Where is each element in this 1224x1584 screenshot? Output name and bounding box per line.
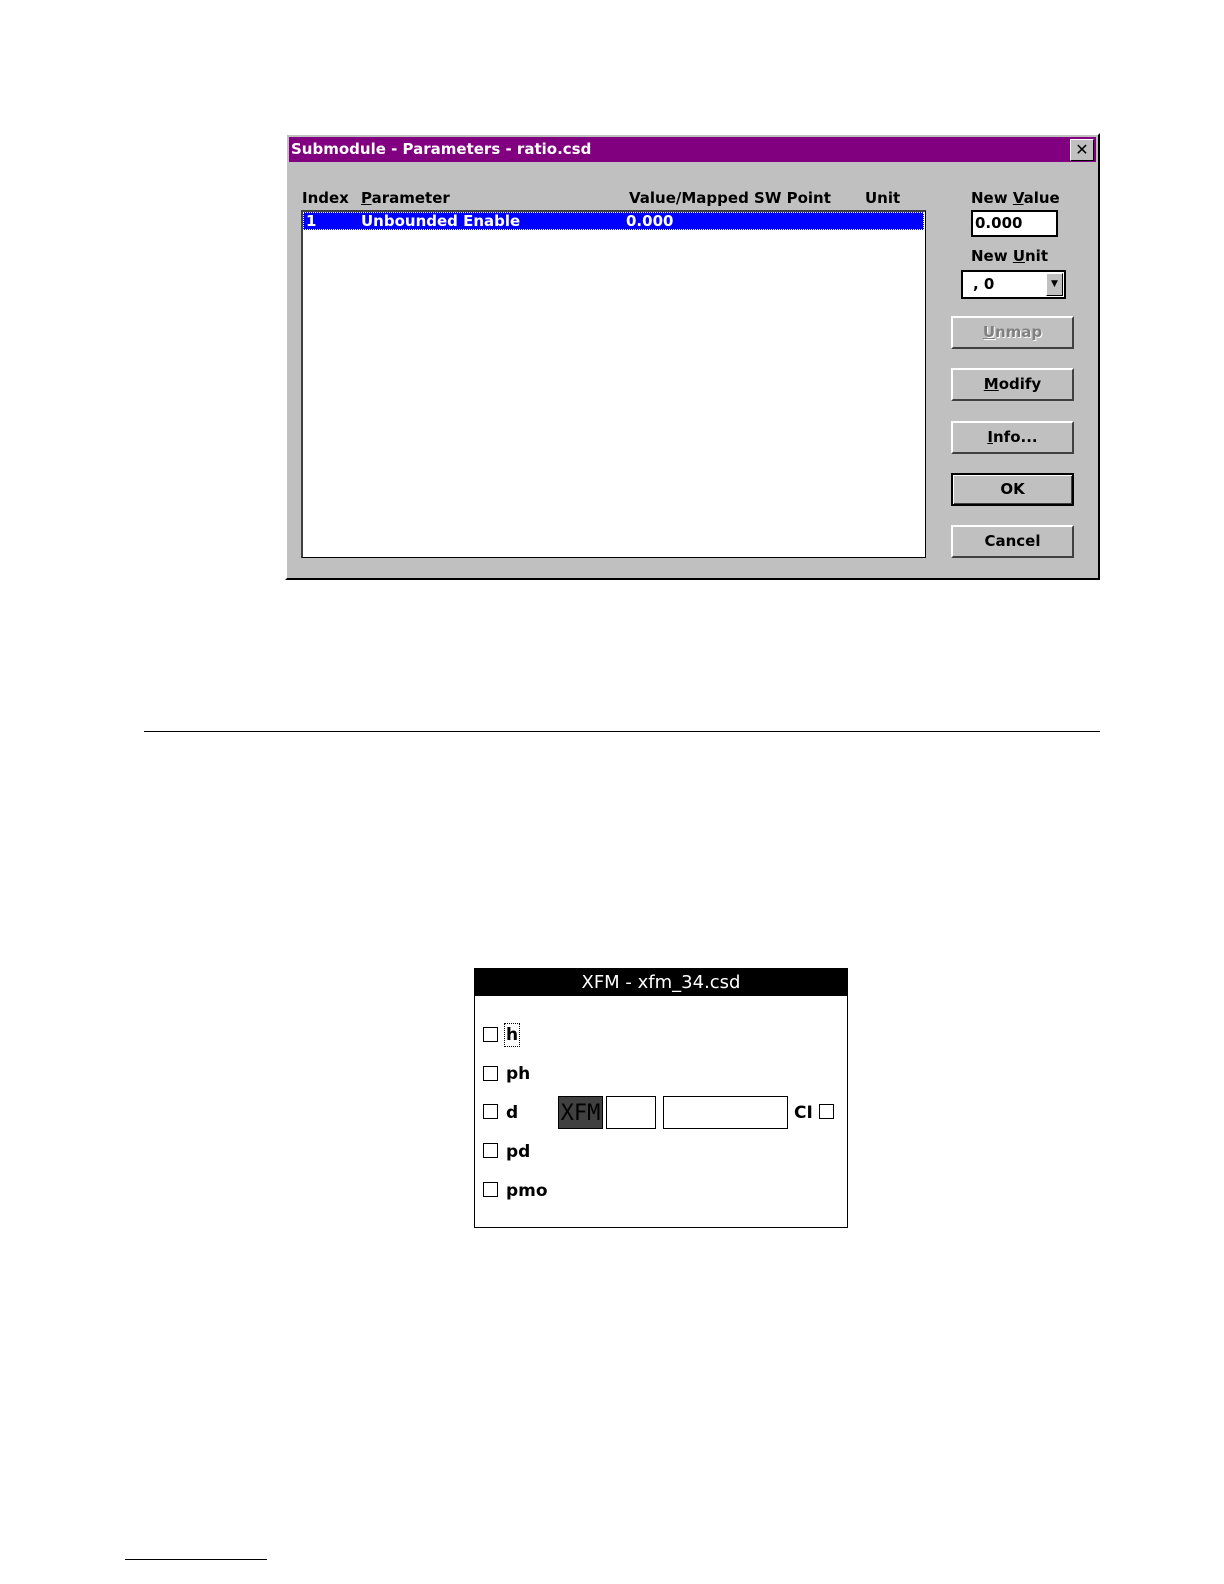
xfm-small-field[interactable]: [606, 1096, 656, 1129]
unmap-button[interactable]: Unmap: [951, 316, 1074, 349]
row-value: 0.000: [626, 212, 674, 230]
checkbox-label-h: h: [506, 1025, 519, 1045]
row-index: 1: [306, 212, 317, 230]
checkbox-pd[interactable]: [483, 1143, 498, 1158]
column-header-value: Value/Mapped SW Point: [629, 189, 831, 207]
ci-label: CI: [794, 1103, 813, 1123]
new-unit-label: New Unit: [971, 247, 1048, 265]
info-button[interactable]: Info...: [951, 421, 1074, 454]
new-value-label: New Value: [971, 189, 1060, 207]
row-parameter: Unbounded Enable: [361, 212, 521, 230]
checkbox-ci[interactable]: [819, 1104, 834, 1119]
dialog-title-bar[interactable]: [289, 137, 1096, 162]
xfm-wide-field[interactable]: [663, 1096, 788, 1129]
dialog-title: Submodule - Parameters - ratio.csd: [291, 140, 592, 158]
column-header-unit: Unit: [865, 189, 901, 207]
parameters-dialog: [285, 133, 1100, 580]
checkbox-h[interactable]: [483, 1027, 498, 1042]
chevron-down-icon[interactable]: ▼: [1046, 273, 1063, 296]
xfm-block[interactable]: XFM: [558, 1096, 603, 1129]
cancel-button[interactable]: Cancel: [951, 525, 1074, 558]
checkbox-label-pmo: pmo: [506, 1181, 548, 1201]
checkbox-label-pd: pd: [506, 1142, 531, 1162]
xfm-title: XFM - xfm_34.csd: [581, 972, 741, 993]
checkbox-label-ph: ph: [506, 1064, 531, 1084]
checkbox-ph[interactable]: [483, 1066, 498, 1081]
new-unit-value: , 0: [973, 275, 995, 293]
column-header-index: Index: [302, 189, 349, 207]
parameter-list[interactable]: [301, 210, 926, 558]
checkbox-pmo[interactable]: [483, 1182, 498, 1197]
table-row[interactable]: [303, 212, 924, 230]
page-divider: [144, 731, 1100, 732]
new-value-input[interactable]: 0.000: [971, 210, 1058, 237]
footnote-rule: [125, 1559, 267, 1560]
close-icon[interactable]: ✕: [1070, 139, 1094, 161]
xfm-dialog: [474, 968, 848, 1228]
ok-button[interactable]: OK: [951, 473, 1074, 506]
checkbox-d[interactable]: [483, 1104, 498, 1119]
xfm-title-bar[interactable]: [475, 969, 847, 996]
checkbox-label-d: d: [506, 1103, 519, 1123]
new-unit-select[interactable]: [961, 270, 1066, 299]
column-header-parameter: Parameter: [361, 189, 450, 207]
modify-button[interactable]: Modify: [951, 368, 1074, 401]
